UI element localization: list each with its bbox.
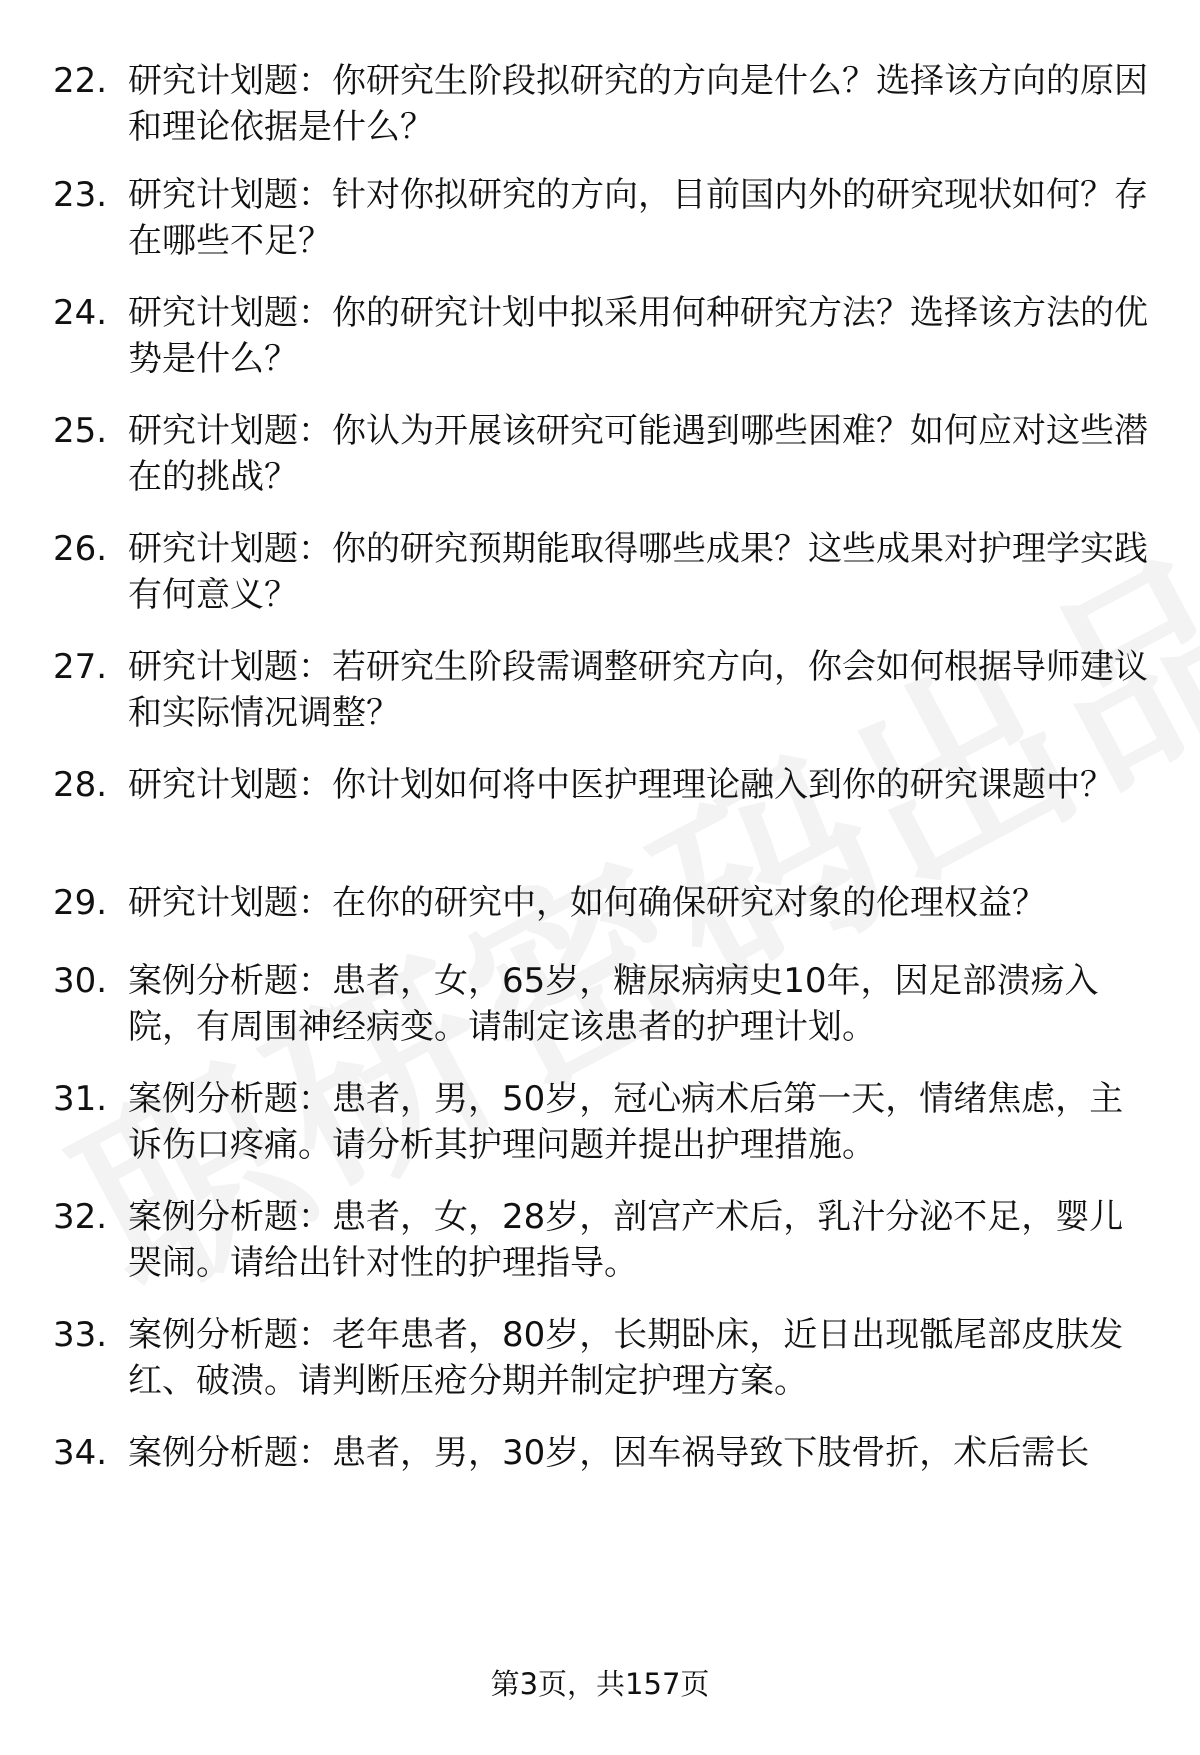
question-number: 27.	[53, 647, 108, 687]
question-item	[0, 644, 1200, 754]
question-text: 研究计划题：若研究生阶段需调整研究方向，你会如何根据导师建议和实际情况调整？	[128, 647, 1148, 733]
question-number: 23.	[53, 175, 108, 215]
question-text: 研究计划题：你的研究计划中拟采用何种研究方法？选择该方法的优势是什么？	[128, 293, 1148, 379]
question-text: 案例分析题：老年患者，80岁，长期卧床，近日出现骶尾部皮肤发红、破溃。请判断压疮分期并制定护理方案。	[128, 1315, 1124, 1401]
question-number: 32.	[53, 1197, 108, 1237]
question-text: 案例分析题：患者，女，28岁，剖宫产术后，乳汁分泌不足，婴儿哭闹。请给出针对性的护理指导。	[128, 1197, 1124, 1283]
question-number: 29.	[53, 883, 108, 923]
question-text: 研究计划题：你认为开展该研究可能遇到哪些困难？如何应对这些潜在的挑战？	[128, 411, 1148, 497]
page-number: 第3页，共157页	[490, 1667, 710, 1701]
question-item	[0, 1312, 1200, 1422]
question-number: 33.	[53, 1315, 108, 1355]
question-number: 25.	[53, 411, 108, 451]
question-text: 案例分析题：患者，男，50岁，冠心病术后第一天，情绪焦虑，主诉伤口疼痛。请分析其护理问题并提出护理措施。	[128, 1079, 1124, 1165]
question-number: 24.	[53, 293, 108, 333]
question-item	[0, 58, 1200, 168]
question-number: 34.	[53, 1433, 108, 1473]
question-item	[0, 762, 1200, 872]
question-item	[0, 172, 1200, 282]
question-text: 研究计划题：你的研究预期能取得哪些成果？这些成果对护理学实践有何意义？	[128, 529, 1148, 615]
question-number: 28.	[53, 765, 108, 805]
question-text: 研究计划题：针对你拟研究的方向，目前国内外的研究现状如何？存在哪些不足？	[128, 175, 1148, 261]
question-item	[0, 1430, 1200, 1540]
question-item	[0, 290, 1200, 400]
question-text: 案例分析题：患者，女，65岁，糖尿病病史10年，因足部溃疡入院，有周围神经病变。请制定该患者的护理计划。	[128, 961, 1099, 1047]
question-text: 研究计划题：你计划如何将中医护理理论融入到你的研究课题中？	[128, 765, 1114, 805]
question-item	[0, 958, 1200, 1068]
question-item	[0, 1194, 1200, 1304]
question-item	[0, 408, 1200, 518]
question-text: 案例分析题：患者，男，30岁，因车祸导致下肢骨折，术后需长	[128, 1433, 1090, 1473]
question-item	[0, 526, 1200, 636]
question-text: 研究计划题：你研究生阶段拟研究的方向是什么？选择该方向的原因和理论依据是什么？	[128, 61, 1148, 147]
question-text: 研究计划题：在你的研究中，如何确保研究对象的伦理权益？	[128, 883, 1046, 923]
question-number: 26.	[53, 529, 108, 569]
question-number: 31.	[53, 1079, 108, 1119]
question-item	[0, 1076, 1200, 1186]
question-number: 30.	[53, 961, 108, 1001]
question-number: 22.	[53, 61, 108, 101]
